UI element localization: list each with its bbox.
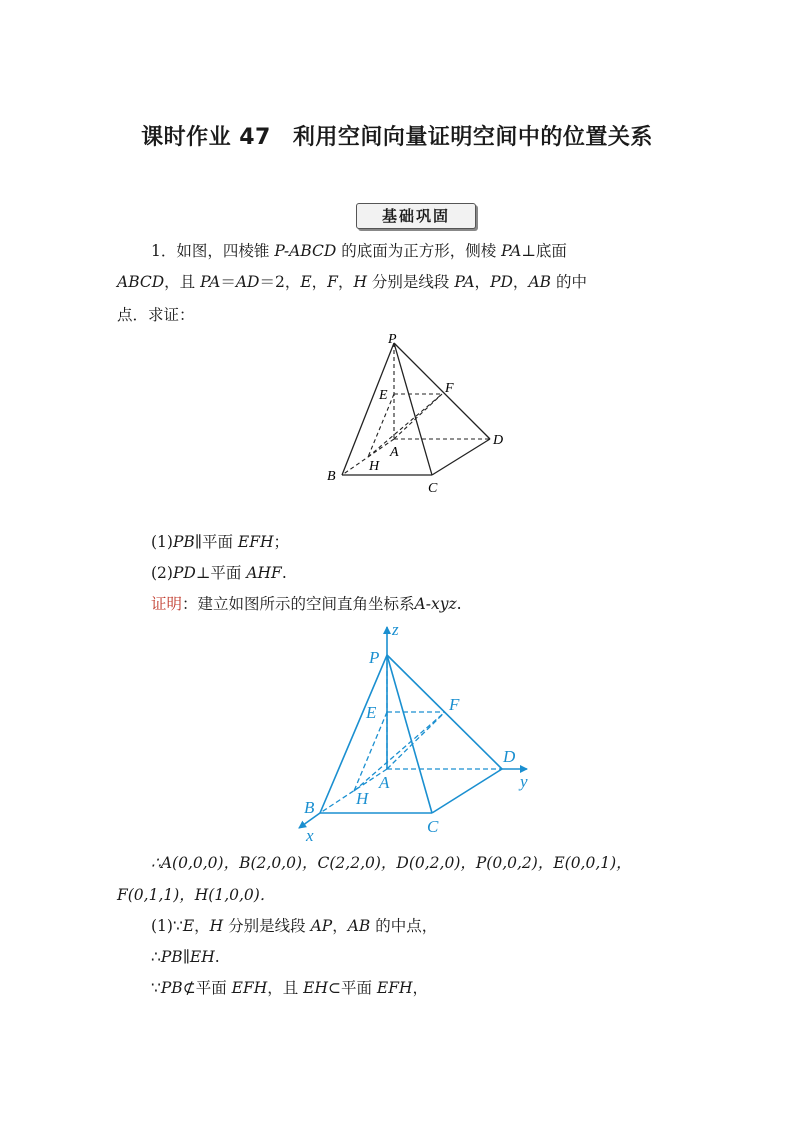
label-A: A	[379, 773, 390, 792]
label-P: P	[388, 332, 397, 347]
label-P: P	[369, 648, 380, 667]
label-A: A	[390, 445, 399, 460]
axis-label-x: x	[306, 826, 314, 842]
part-2: (2)PD⊥平面 AHF.	[151, 564, 287, 582]
label-H: H	[369, 459, 380, 474]
page-title	[0, 120, 794, 151]
label-D: D	[493, 433, 504, 448]
label-E: E	[366, 703, 377, 722]
axis-label-z: z	[392, 620, 399, 639]
label-E: E	[379, 388, 388, 403]
problem-line-2: ABCD，且 PA＝AD＝2，E，F，H 分别是线段 PA，PD，AB 的中	[117, 273, 587, 291]
section-badge: 基础巩固	[356, 203, 476, 229]
pyramid-figure	[322, 328, 507, 496]
label-F: F	[445, 381, 454, 396]
problem-line-3: 点．求证：	[117, 306, 195, 324]
proof-intro: 证明：建立如图所示的空间直角坐标系A-xyz.	[151, 595, 462, 613]
coords-line-2: F(0,1,1)，H(1,0,0)．	[117, 886, 276, 904]
coordinate-figure	[290, 617, 540, 842]
label-B: B	[327, 469, 336, 484]
coords-line-1: ∴A(0,0,0)，B(2,0,0)，C(2,2,0)，D(0,2,0)，P(0,0,2)，E(0,0,1)，	[151, 854, 632, 872]
step1-line-3: ∵PB⊄平面 EFH，且 EH⊂平面 EFH，	[151, 979, 429, 997]
label-D: D	[503, 747, 516, 766]
problem-line-1: 1．如图，四棱锥 P-ABCD 的底面为正方形，侧棱 PA⊥底面	[151, 242, 567, 260]
label-B: B	[304, 798, 315, 817]
step1-line-2: ∴PB∥EH.	[151, 948, 220, 966]
title-text: 利用空间向量证明空间中的位置关系	[292, 125, 653, 150]
axis-label-y: y	[520, 772, 528, 791]
title-number: 课时作业 47	[141, 125, 271, 150]
part-1: (1)PB∥平面 EFH；	[151, 533, 289, 551]
step1-line-1: (1)∵E，H 分别是线段 AP，AB 的中点，	[151, 917, 438, 935]
label-C: C	[427, 817, 439, 836]
label-H: H	[356, 789, 369, 808]
proof-label: 证明	[151, 595, 183, 613]
label-C: C	[428, 481, 438, 496]
label-F: F	[449, 695, 460, 714]
